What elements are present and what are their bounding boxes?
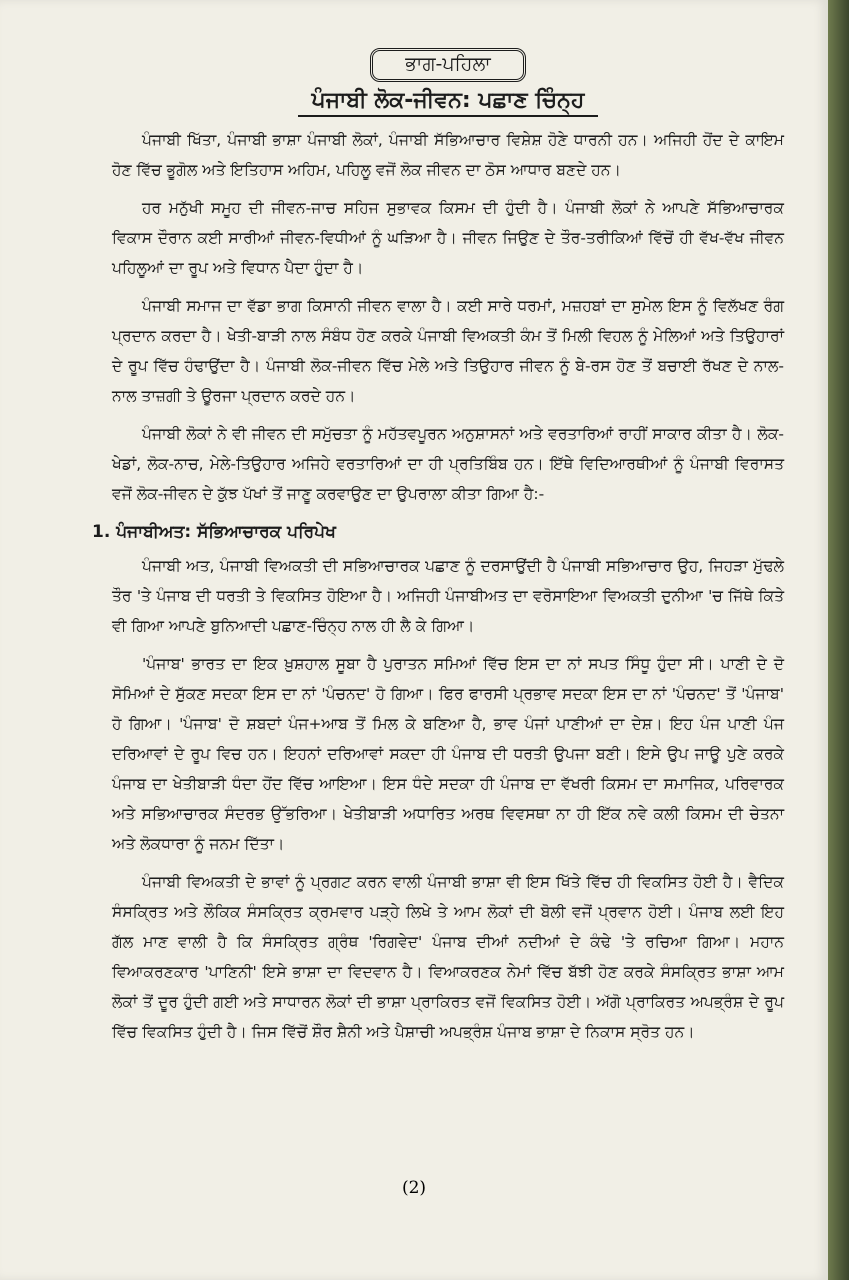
title-underline [298,115,598,117]
page-edge-background [828,0,849,1280]
section-heading: 1. ਪੰਜਾਬੀਅਤ: ਸੱਭਿਆਚਾਰਕ ਪਰਿਪੇਖ [92,522,336,542]
paragraph-5: ਪੰਜਾਬੀ ਅਤ, ਪੰਜਾਬੀ ਵਿਅਕਤੀ ਦੀ ਸਭਿਆਚਾਰਕ ਪਛਾਣ ਨੂੰ ਦਰਸਾਉਂਦੀ ਹੈ ਪੰਜਾਬੀ ਸਭਿਆਚਾਰ ਉਹ, ਜਿਹੜਾ ਮੁੱਢਲੇ ਤੌਰ 'ਤੇ ਪੰਜਾਬ ਦੀ ਧਰਤੀ ਤੇ ਵਿਕਸਿਤ ਹੋਇਆ ਹੈ। ਅਜਿਹੀ ਪੰਜਾਬੀਅਤ ਦਾ ਵਰੋਸਾਇਆ ਵਿਅਕਤੀ ਦੁਨੀਆ 'ਚ ਜਿੱਥੇ ਕਿਤੇ ਵੀ ਗਿਆ ਆਪਣੇ ਬੁਨਿਆਦੀ ਪਛਾਣ-ਚਿੰਨ੍ਹ ਨਾਲ ਹੀ ਲੈ ਕੇ ਗਿਆ। [112,557,784,635]
page-content [92,48,784,1055]
paragraph-7: ਪੰਜਾਬੀ ਵਿਅਕਤੀ ਦੇ ਭਾਵਾਂ ਨੂੰ ਪ੍ਰਗਟ ਕਰਨ ਵਾਲੀ ਪੰਜਾਬੀ ਭਾਸ਼ਾ ਵੀ ਇਸ ਖਿੱਤੇ ਵਿੱਚ ਹੀ ਵਿਕਸਿਤ ਹੋਈ ਹੈ। ਵੈਦਿਕ ਸੰਸਕ੍ਰਿਤ ਅਤੇ ਲੌਕਿਕ ਸੰਸਕ੍ਰਿਤ ਕ੍ਰਮਵਾਰ ਪੜ੍ਹੇ ਲਿਖੇ ਤੇ ਆਮ ਲੋਕਾਂ ਦੀ ਬੋਲੀ ਵਜੋਂ ਪ੍ਰਵਾਨ ਹੋਈ। ਪੰਜਾਬ ਲਈ ਇਹ ਗੱਲ ਮਾਣ ਵਾਲੀ ਹੈ ਕਿ ਸੰਸਕ੍ਰਿਤ ਗ੍ਰੰਥ 'ਰਿਗਵੇਦ' ਪੰਜਾਬ ਦੀਆਂ ਨਦੀਆਂ ਦੇ ਕੰਢੇ 'ਤੇ ਰਚਿਆ ਗਿਆ। ਮਹਾਨ ਵਿਆਕਰਣਕਾਰ 'ਪਾਣਿਨੀ' ਇਸੇ ਭਾਸ਼ਾ ਦਾ ਵਿਦਵਾਨ ਹੈ। ਵਿਆਕਰਣਕ ਨੇਮਾਂ ਵਿੱਚ ਬੱਝੀ ਹੋਣ ਕਰਕੇ ਸੰਸਕ੍ਰਿਤ ਭਾਸ਼ਾ ਆਮ ਲੋਕਾਂ ਤੋਂ ਦੂਰ ਹੁੰਦੀ ਗਈ ਅਤੇ ਸਾਧਾਰਨ ਲੋਕਾਂ ਦੀ ਭਾਸ਼ਾ ਪ੍ਰਾਕਿਰਤ ਵਜੋਂ ਵਿਕਸਿਤ ਹੋਈ। ਅੱਗੋ ਪ੍ਰਾਕਿਰਤ ਅਪਭ੍ਰੰਸ਼ ਦੇ ਰੂਪ ਵਿੱਚ ਵਿਕਸਿਤ ਹੁੰਦੀ ਹੈ। ਜਿਸ ਵਿੱਚੋਂ ਸ਼ੌਰ ਸ਼ੈਨੀ ਅਤੇ ਪੈਸ਼ਾਚੀ ਅਪਭ੍ਰੰਸ਼ ਪੰਜਾਬ ਭਾਸ਼ਾ ਦੇ ਨਿਕਾਸ ਸ੍ਰੋਤ ਹਨ। [112,873,784,1041]
page-number: (2) [401,1178,427,1198]
paragraph-2: ਹਰ ਮਨੁੱਖੀ ਸਮੂਹ ਦੀ ਜੀਵਨ-ਜਾਚ ਸਹਿਜ ਸੁਭਾਵਕ ਕਿਸਮ ਦੀ ਹੁੰਦੀ ਹੈ। ਪੰਜਾਬੀ ਲੋਕਾਂ ਨੇ ਆਪਣੇ ਸੱਭਿਆਚਾਰਕ ਵਿਕਾਸ ਦੌਰਾਨ ਕਈ ਸਾਰੀਆਂ ਜੀਵਨ-ਵਿਧੀਆਂ ਨੂੰ ਘੜਿਆ ਹੈ। ਜੀਵਨ ਜਿਉਣ ਦੇ ਤੌਰ-ਤਰੀਕਿਆਂ ਵਿੱਚੋਂ ਹੀ ਵੱਖ-ਵੱਖ ਜੀਵਨ ਪਹਿਲੂਆਂ ਦਾ ਰੂਪ ਅਤੇ ਵਿਧਾਨ ਪੈਦਾ ਹੁੰਦਾ ਹੈ। [112,199,784,277]
part-label-box: ਭਾਗ-ਪਹਿਲਾ [370,48,526,82]
paragraph-4: ਪੰਜਾਬੀ ਲੋਕਾਂ ਨੇ ਵੀ ਜੀਵਨ ਦੀ ਸਮੁੱਚਤਾ ਨੂੰ ਮਹੱਤਵਪੂਰਨ ਅਨੁਸ਼ਾਸਨਾਂ ਅਤੇ ਵਰਤਾਰਿਆਂ ਰਾਹੀਂ ਸਾਕਾਰ ਕੀਤਾ ਹੈ। ਲੋਕ-ਖੇਡਾਂ, ਲੋਕ-ਨਾਚ, ਮੇਲੇ-ਤਿਉਹਾਰ ਅਜਿਹੇ ਵਰਤਾਰਿਆਂ ਦਾ ਹੀ ਪ੍ਰਤਿਬਿੰਬ ਹਨ। ਇੱਥੇ ਵਿਦਿਆਰਥੀਆਂ ਨੂੰ ਪੰਜਾਬੀ ਵਿਰਾਸਤ ਵਜੋਂ ਲੋਕ-ਜੀਵਨ ਦੇ ਕੁੱਝ ਪੱਖਾਂ ਤੋਂ ਜਾਣੂ ਕਰਵਾਉਣ ਦਾ ਉਪਰਾਲਾ ਕੀਤਾ ਗਿਆ ਹੈ:- [112,425,784,503]
chapter-title [112,88,784,117]
paragraph-3: ਪੰਜਾਬੀ ਸਮਾਜ ਦਾ ਵੱਡਾ ਭਾਗ ਕਿਸਾਨੀ ਜੀਵਨ ਵਾਲਾ ਹੈ। ਕਈ ਸਾਰੇ ਧਰਮਾਂ, ਮਜ਼ਹਬਾਂ ਦਾ ਸੁਮੇਲ ਇਸ ਨੂੰ ਵਿਲੱਖਣ ਰੰਗ ਪ੍ਰਦਾਨ ਕਰਦਾ ਹੈ। ਖੇਤੀ-ਬਾੜੀ ਨਾਲ ਸੰਬੰਧ ਹੋਣ ਕਰਕੇ ਪੰਜਾਬੀ ਵਿਅਕਤੀ ਕੰਮ ਤੋਂ ਮਿਲੀ ਵਿਹਲ ਨੂੰ ਮੇਲਿਆਂ ਅਤੇ ਤਿਉਹਾਰਾਂ ਦੇ ਰੂਪ ਵਿੱਚ ਹੰਢਾਉਂਦਾ ਹੈ। ਪੰਜਾਬੀ ਲੋਕ-ਜੀਵਨ ਵਿੱਚ ਮੇਲੇ ਅਤੇ ਤਿਉਹਾਰ ਜੀਵਨ ਨੂੰ ਬੇ-ਰਸ ਹੋਣ ਤੋਂ ਬਚਾਈ ਰੱਖਣ ਦੇ ਨਾਲ-ਨਾਲ ਤਾਜ਼ਗੀ ਤੇ ਊਰਜਾ ਪ੍ਰਦਾਨ ਕਰਦੇ ਹਨ। [112,297,784,405]
chapter-title-text: ਪੰਜਾਬੀ ਲੋਕ-ਜੀਵਨ: ਪਛਾਣ ਚਿੰਨ੍ਹ [311,88,585,113]
paragraph-1: ਪੰਜਾਬੀ ਖਿੱਤਾ, ਪੰਜਾਬੀ ਭਾਸ਼ਾ ਪੰਜਾਬੀ ਲੋਕਾਂ, ਪੰਜਾਬੀ ਸੱਭਿਆਚਾਰ ਵਿਸ਼ੇਸ਼ ਹੋਣੇ ਧਾਰਨੀ ਹਨ। ਅਜਿਹੀ ਹੋਂਦ ਦੇ ਕਾਇਮ ਹੋਣ ਵਿੱਚ ਭੂਗੋਲ ਅਤੇ ਇਤਿਹਾਸ ਅਹਿਮ, ਪਹਿਲੂ ਵਜੋਂ ਲੋਕ ਜੀਵਨ ਦਾ ਠੋਸ ਆਧਾਰ ਬਣਦੇ ਹਨ। [112,131,784,179]
paragraph-6: 'ਪੰਜਾਬ' ਭਾਰਤ ਦਾ ਇਕ ਖ਼ੁਸ਼ਹਾਲ ਸੂਬਾ ਹੈ ਪੁਰਾਤਨ ਸਮਿਆਂ ਵਿੱਚ ਇਸ ਦਾ ਨਾਂ ਸਪਤ ਸਿੰਧੂ ਹੁੰਦਾ ਸੀ। ਪਾਣੀ ਦੇ ਦੋ ਸੋਮਿਆਂ ਦੇ ਸੁੱਕਣ ਸਦਕਾ ਇਸ ਦਾ ਨਾਂ 'ਪੰਚਨਦ' ਹੋ ਗਿਆ। ਫਿਰ ਫਾਰਸੀ ਪ੍ਰਭਾਵ ਸਦਕਾ ਇਸ ਦਾ ਨਾਂ 'ਪੰਚਨਦ' ਤੋਂ 'ਪੰਜਾਬ' ਹੋ ਗਿਆ। 'ਪੰਜਾਬ' ਦੋ ਸ਼ਬਦਾਂ ਪੰਜ+ਆਬ ਤੋਂ ਮਿਲ ਕੇ ਬਣਿਆ ਹੈ, ਭਾਵ ਪੰਜਾਂ ਪਾਣੀਆਂ ਦਾ ਦੇਸ਼। ਇਹ ਪੰਜ ਪਾਣੀ ਪੰਜ ਦਰਿਆਵਾਂ ਦੇ ਰੂਪ ਵਿਚ ਹਨ। ਇਹਨਾਂ ਦਰਿਆਵਾਂ ਸਕਦਾ ਹੀ ਪੰਜਾਬ ਦੀ ਧਰਤੀ ਉਪਜਾ ਬਣੀ। ਇਸੇ ਉਪ ਜਾਊ ਪੁਣੇ ਕਰਕੇ ਪੰਜਾਬ ਦਾ ਖੇਤੀਬਾੜੀ ਧੰਦਾ ਹੋਂਦ ਵਿੱਚ ਆਇਆ। ਇਸ ਧੰਦੇ ਸਦਕਾ ਹੀ ਪੰਜਾਬ ਦਾ ਵੱਖਰੀ ਕਿਸਮ ਦਾ ਸਮਾਜਿਕ, ਪਰਿਵਾਰਕ ਅਤੇ ਸਭਿਆਚਾਰਕ ਸੰਦਰਭ ਉੱਭਰਿਆ। ਖੇਤੀਬਾੜੀ ਅਧਾਰਿਤ ਅਰਥ ਵਿਵਸਥਾ ਨਾ ਹੀ ਇੱਕ ਨਵੇ ਕਲੀ ਕਿਸਮ ਦੀ ਚੇਤਨਾ ਅਤੇ ਲੋਕਧਾਰਾ ਨੂੰ ਜਨਮ ਦਿੱਤਾ। [112,655,784,853]
